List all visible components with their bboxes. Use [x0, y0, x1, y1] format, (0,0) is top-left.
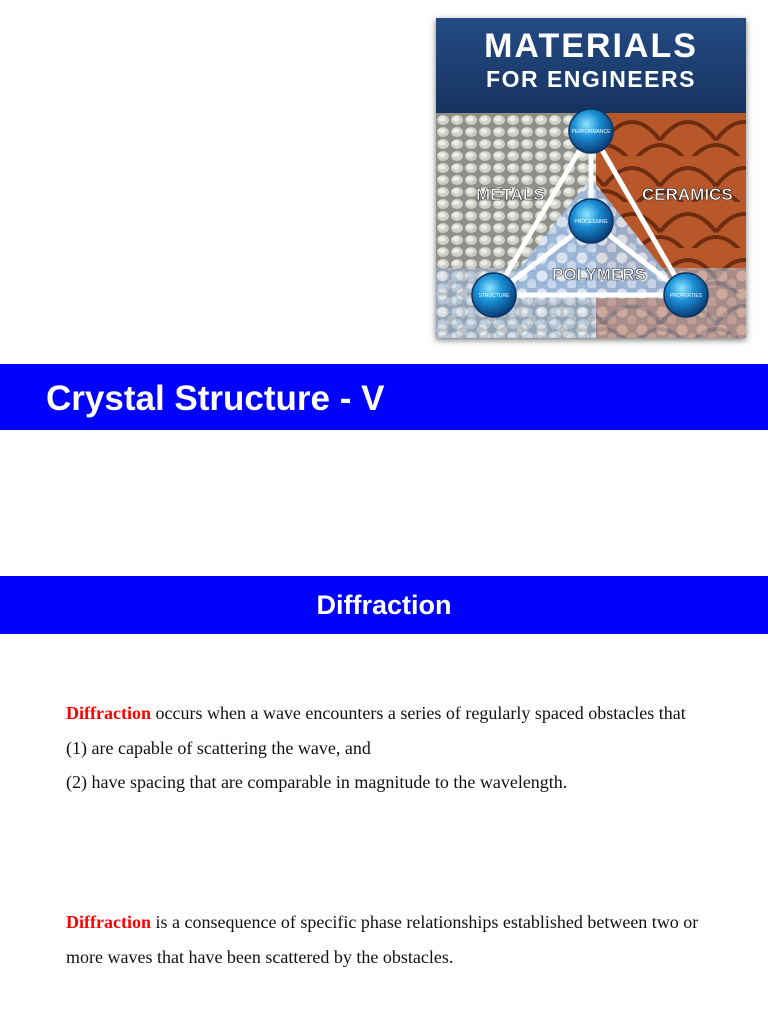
cover-title-line2: FOR ENGINEERS — [486, 66, 696, 92]
metals-label: METALS — [476, 185, 545, 204]
definition-sentence — [66, 696, 736, 731]
section-banner — [0, 576, 768, 634]
book-cover-image — [436, 18, 746, 338]
performance-label: PERFORMANCE — [571, 129, 611, 135]
term-diffraction: Diffraction — [66, 912, 151, 932]
title-banner — [0, 364, 768, 430]
condition-2: (2) have spacing that are comparable in magnitude to the wavelength. — [66, 772, 568, 792]
condition-1: (1) are capable of scattering the wave, and — [66, 737, 371, 758]
processing-label: PROCESSING — [574, 219, 608, 225]
section-heading: Diffraction — [316, 590, 452, 620]
explanation-text: is a consequence of specific phase relationships established between two or more waves that have been scattered by the obstacles. — [66, 912, 699, 967]
diffraction-definition — [66, 696, 736, 800]
diffraction-explanation — [66, 905, 736, 974]
slide-title: Crystal Structure - V — [46, 379, 385, 418]
structure-label: STRUCTURE — [478, 293, 510, 299]
cover-title-line1: MATERIALS — [484, 27, 698, 65]
explanation-sentence — [66, 905, 736, 974]
definition-text: occurs when a wave encounters a series of regularly spaced obstacles that — [150, 703, 686, 723]
term-diffraction: Diffraction — [66, 703, 151, 723]
properties-label: PROPERTIES — [669, 293, 703, 299]
polymers-label: POLYMERS — [552, 265, 646, 284]
ceramics-label: CERAMICS — [642, 185, 733, 204]
